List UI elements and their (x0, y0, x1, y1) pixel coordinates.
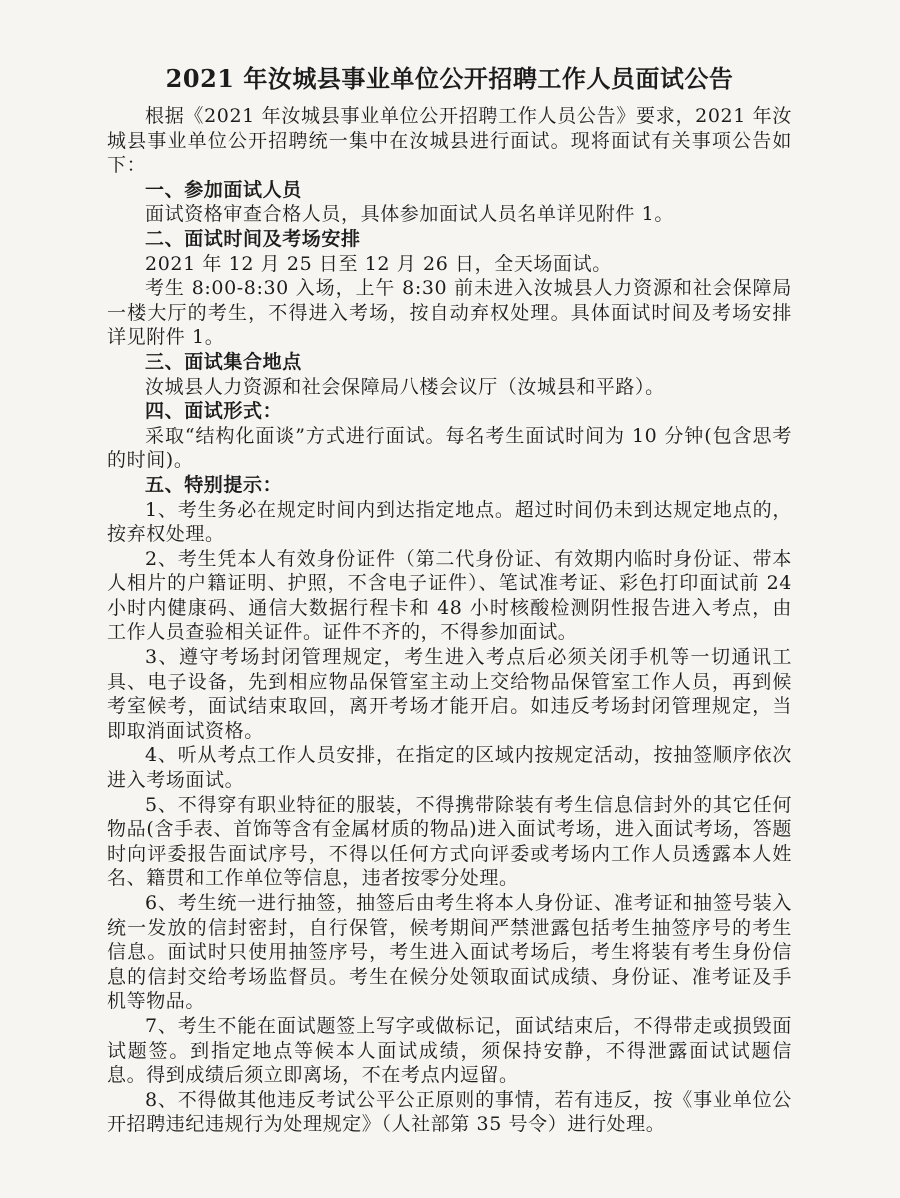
document-title: 2021 年汝城县事业单位公开招聘工作人员面试公告 (165, 64, 734, 93)
notice-item-5: 5、不得穿有职业特征的服装，不得携带除装有考生信息信封外的其它任何物品(含手表、首饰等含有金属材质的物品)进入面试考场，进入面试考场，答题时向评委报告面试序号，不得以任何方式向评委或考场内工作人员透露本人姓名、籍贯和工作单位等信息，违者按零分处理。 (107, 793, 792, 890)
section-5-heading: 五、特别提示： (145, 473, 283, 496)
notice-item-6: 6、考生统一进行抽签，抽签后由考生将本人身份证、准考证和抽签号装入统一发放的信封密封，自行保管，候考期间严禁泄露包括考生抽签序号的考生信息。面试时只使用抽签序号，考生进入面试考场后，考生将装有考生身份信息的信封交给考场监督员。考生在候分处领取面试成绩、身份证、准考证及手机等物品。 (107, 892, 792, 1013)
notice-item-7: 7、考生不能在面试题签上写字或做标记，面试结束后，不得带走或损毁面试题签。到指定地点等候本人面试成绩，须保持安静，不得泄露面试试题信息。得到成绩后须立即离场，不在考点内逗留。 (107, 1014, 792, 1087)
notice-item-3: 3、遵守考场封闭管理规定，考生进入考点后必须关闭手机等一切通讯工具、电子设备，先到相应物品保管室主动上交给物品保管室工作人员，再到候考室候考，面试结束取回，离开考场才能开启。如违反考场封闭管理规定，当即取消面试资格。 (107, 646, 792, 742)
notice-item-8: 8、不得做其他违反考试公平公正原则的事情，若有违反，按《事业单位公开招聘违纪违规行为处理规定》（人社部第 35 号令）进行处理。 (107, 1088, 792, 1136)
document-body (107, 104, 792, 1137)
section-4-paragraph: 采取“结构化面谈”方式进行面试。每名考生面试时间为 10 分钟(包含思考的时间)。 (107, 424, 792, 472)
intro-paragraph: 根据《2021 年汝城县事业单位公开招聘工作人员公告》要求，2021 年汝城县事业单位公开招聘统一集中在汝城县进行面试。现将面试有关事项公告如下： (107, 105, 792, 177)
section-3-paragraph: 汝城县人力资源和社会保障局八楼会议厅（汝城县和平路）。 (145, 375, 665, 398)
section-3-heading: 三、面试集合地点 (145, 350, 302, 373)
notice-item-2: 2、考生凭本人有效身份证件（第二代身份证、有效期内临时身份证、带本人相片的户籍证明、护照，不含电子证件）、笔试准考证、彩色打印面试前 24 小时内健康码、通信大数据行程卡和 48 小时核酸检测阴性报告进入考点，由工作人员查验相关证件。证件不齐的，不得参加面试。 (107, 547, 792, 644)
section-1-paragraph: 面试资格审查合格人员，具体参加面试人员名单详见附件 1。 (145, 203, 674, 226)
section-2-heading: 二、面试时间及考场安排 (145, 227, 361, 250)
notice-item-4: 4、听从考点工作人员安排，在指定的区域内按规定活动，按抽签顺序依次进入考场面试。 (107, 744, 792, 792)
section-2-paragraph-entry: 考生 8:00-8:30 入场，上午 8:30 前未进入汝城县人力资源和社会保障局一楼大厅的考生，不得进入考场，按自动弃权处理。具体面试时间及考场安排详见附件 1。 (107, 277, 792, 349)
section-4-heading: 四、面试形式： (145, 400, 283, 423)
section-1-heading: 一、参加面试人员 (145, 178, 302, 201)
section-2-paragraph-date: 2021 年 12 月 25 日至 12 月 26 日，全天场面试。 (145, 252, 612, 275)
notice-item-1: 1、考生务必在规定时间内到达指定地点。超过时间仍未到达规定地点的，按弃权处理。 (107, 498, 792, 546)
